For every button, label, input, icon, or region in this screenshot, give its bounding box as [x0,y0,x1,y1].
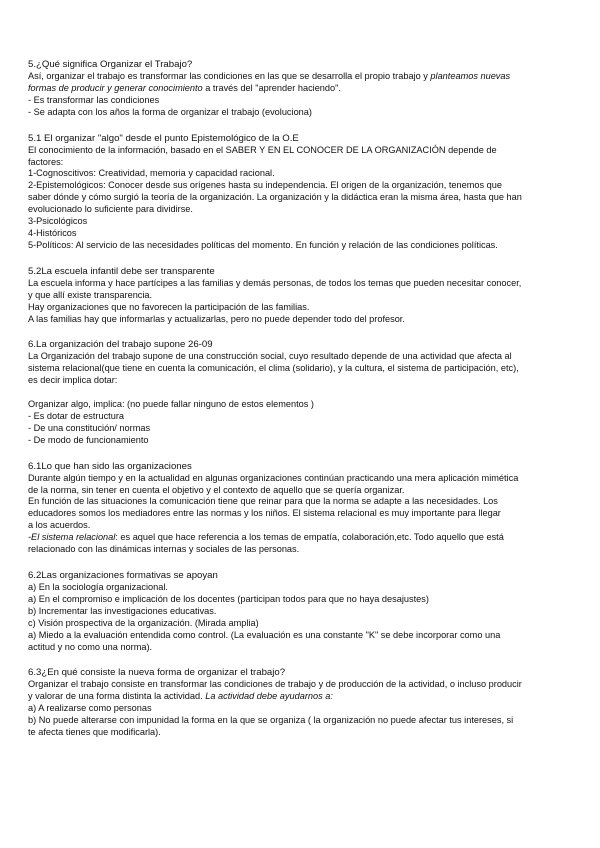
section-heading: 6.1Lo que han sido las organizaciones [28,460,192,472]
paragraph-line: factores: [28,156,64,167]
section-heading: 6.3¿En qué consiste la nueva forma de organizar el trabajo? [28,667,286,679]
section-heading: 6.La organización del trabajo supone 26-09 [28,339,213,351]
list-item: b) Incrementar las investigaciones educativas. [28,605,217,616]
list-item: saber dónde y cómo surgió la teoría de la organización. La organización y la didáctica eran la misma área, hasta que han [28,192,522,203]
list-item: - De una constitución/ normas [28,422,151,433]
section-heading: 5.2La escuela infantil debe ser transparente [28,265,215,277]
paragraph-line: educadores somos los mediadores entre las normas y los niños. El sistema relacional es muy importante para llegar [28,508,501,519]
paragraph-line: La Organización del trabajo supone de una construcción social, cuyo resultado depende de una actividad que afecta al [28,351,512,362]
paragraph-line: a los acuerdos. [28,520,91,531]
list-item: a) En el compromiso e implicación de los docentes (participan todos para que no haya desajustes) [28,593,429,604]
paragraph-line: Durante algún tiempo y en la actualidad en algunas organizaciones continúan practicando una mera aplicación mimética [28,472,519,483]
section-heading: 5.1 El organizar "algo" desde el punto Epistemológico de la O.E [28,132,299,144]
paragraph-line: sistema relacional(que tiene en cuenta la comunicación, el clima (solidario), y la cultura, el sistema de participación, etc), [28,363,519,374]
list-item: - De modo de funcionamiento [28,434,149,445]
list-item: 4-Históricos [28,227,77,238]
list-item: 2-Epistemológicos: Conocer desde sus orígenes hasta su independencia. El origen de la organización, tenemos que [28,180,502,191]
paragraph-line: de la norma, sin tener en cuenta el objetivo y el contexto de aquello que se quería organizar. [28,484,405,495]
paragraph-line: En función de las situaciones la comunicación tiene que reinar para que la norma se adapte a las necesidades. Los [28,496,498,507]
paragraph-line: -El sistema relacional: es aquel que hace referencia a los temas de empatía, colaboración,etc. Todo aquello que está [28,532,504,543]
section-6-1 [28,461,576,556]
list-item: b) No puede alterarse con impunidad la forma en la que se organiza ( la organización no puede afectar tus intereses, si [28,715,514,726]
paragraph-line: y que allí existe transparencia. [28,289,153,300]
paragraph-line: relacionado con las dinámicas internas y sociales de las personas. [28,544,300,555]
list-item: a) En la sociología organizacional. [28,581,168,592]
list-item: 5-Políticos: Al servicio de las necesidades políticas del momento. En función y relación de las condiciones políticas. [28,239,498,250]
section-5-1 [28,133,576,252]
list-item: - Es transformar las condiciones [28,94,160,105]
section-6-3 [28,667,576,739]
paragraph-line: Hay organizaciones que no favorecen la participación de las familias. [28,301,310,312]
list-item: a) A realizarse como personas [28,703,152,714]
paragraph-line: formas de producir y generar conocimiento a través del "aprender haciendo". [28,82,341,93]
section-6-2 [28,570,576,653]
paragraph-line: es decir implica dotar: [28,375,118,386]
paragraph-line: y valorar de una forma distinta la actividad. La actividad debe ayudarnos a: [28,691,333,702]
paragraph-line: El conocimiento de la información, basado en el SABER Y EN EL CONOCER DE LA ORGANIZACIÓN depende de [28,144,497,155]
list-item: - Se adapta con los años la forma de organizar el trabajo (evoluciona) [28,106,312,117]
section-6 [28,339,576,446]
list-item: - Es dotar de estructura [28,410,125,421]
blank-line [28,387,576,399]
list-item: a) Miedo a la evaluación entendida como control. (La evaluación es una constante "K" se debe incorporar como una [28,629,501,640]
section-5 [28,59,576,119]
list-item: 1-Cognoscitivos: Creatividad, memoria y capacidad racional. [28,168,275,179]
list-item: c) Visión prospectiva de la organización. (Mirada amplia) [28,617,259,628]
section-5-2 [28,266,576,326]
list-item: 3-Psicológicos [28,216,88,227]
paragraph-line: La escuela informa y hace partícipes a las familias y demás personas, de todos los temas que pueden necesitar conocer, [28,277,522,288]
section-heading: 5.¿Qué significa Organizar el Trabajo? [28,59,193,70]
list-item: actitud y no como una norma). [28,641,153,652]
paragraph-line: Así, organizar el trabajo es transformar las condiciones en las que se desarrolla el propio trabajo y planteamos nuevas [28,71,511,81]
paragraph-line: Organizar el trabajo consiste en transformar las condiciones de trabajo y de producción de la actividad, o incluso producir [28,679,522,690]
list-item: te afecta tienes que modificarla). [28,727,161,738]
section-heading: 6.2Las organizaciones formativas se apoyan [28,569,218,581]
list-item: evolucionado lo suficiente para dividirse. [28,204,193,215]
paragraph-line: A las familias hay que informarlas y actualizarlas, pero no puede depender todo del profesor. [28,313,405,324]
paragraph-line: Organizar algo, implica: (no puede fallar ninguno de estos elementos ) [28,399,314,410]
